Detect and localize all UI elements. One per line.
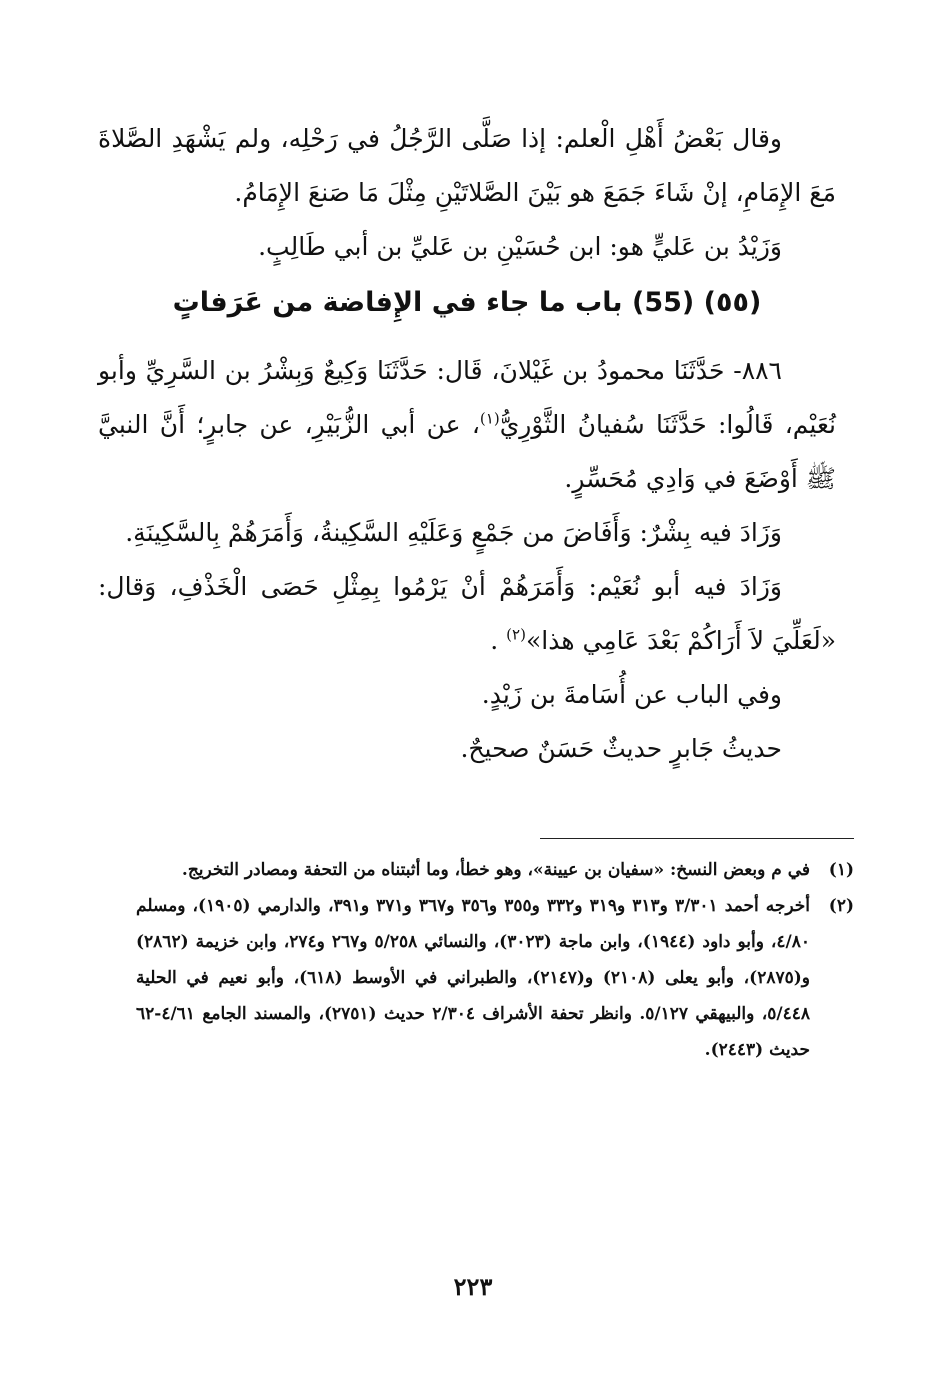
footnote-number: (١) [828,860,854,880]
paragraph-grading: حديثُ جَابرٍ حديثٌ حَسَنٌ صحيحٌ. [460,734,782,763]
paragraph-in-chapter: وفي الباب عن أُسَامةَ بن زَيْدٍ. [481,680,782,709]
paragraph-scholars-opinion: وقال بَعْضُ أَهْلِ الْعلم: إذا صَلَّى الرَّجُلُ في رَحْلِه، ولم يَشْهَدِ الصَّلاةَ مَعَ الإِمَامِ، إنْ شَاءَ جَمَعَ هو بَيْنَ الصَّلاتَيْنِ مِثْلَ مَا صَنعَ الإِمَامُ. [98,124,836,207]
hadith-matn-text: ، عن أبي الزُّبَيْرِ، عن جابرٍ؛ أَنَّ النبيَّ ﷺ أَوْضَعَ في وَادِي مُحَسِّرٍ. [98,410,836,493]
abu-nuaym-text: وَزَادَ فيه أبو نُعَيْم: وَأَمَرَهُمْ أنْ يَرْمُوا بِمِثْلِ حَصَى الْخَذْفِ، وَقال: «لَعَلِّيَ لاَ أَرَاكُمْ بَعْدَ عَامِي هذا» [98,572,836,655]
footnote-number: (٢) [828,896,854,916]
footnote-divider [540,838,854,839]
page-number: ٢٢٣ [453,1272,493,1301]
paragraph-zaid-lineage: وَزَيْدُ بن عَليٍّ هو: ابن حُسَيْنِ بن عَليِّ بن أبي طَالِبٍ. [258,232,782,261]
footnote-text: في م وبعض النسخ: «سفيان بن عيينة»، وهو خطأ، وما أثبتناه من التحفة ومصادر التخريج. [181,860,810,880]
footnote-text: أخرجه أحمد ٣/٣٠١ و٣١٣ و٣١٩ و٣٣٢ و٣٥٥ و٣٥٦ و٣٦٧ و٣٧١ و٣٩١، والدارمي (١٩٠٥)، ومسلم ٤/٨٠، وأبو داود (١٩٤٤)، وابن ماجة (٣٠٢٣)، والنسائي ٥/٢٥٨ و٢٦٧ و٢٧٤، وابن خزيمة (٢٨٦٢) و(٢٨٧٥)، وأبو يعلى (٢١٠٨) و(٢١٤٧)، والطبراني في الأوسط (٦١٨)، وأبو نعيم في الحلية ٥/٤٤٨، والبيهقي ٥/١٢٧. وانظر تحفة الأشراف ٢/٣٠٤ حديث (٢٧٥١)، والمسند الجامع ٤/٦١-٦٢ حديث (٢٤٤٣). [136,896,811,1060]
hadith-number: ٨٨٦- [733,356,782,385]
hadith-paragraph [98,344,836,506]
footnote-ref-1[interactable]: (١) [479,409,500,428]
paragraph-bishr-addition: وَزَادَ فيه بِشْرٌ: وَأَفَاضَ من جَمْعٍ وَعَلَيْهِ السَّكِينةُ، وَأَمَرَهُمْ بِالسَّكِينَةِ. [125,518,782,547]
chapter-heading: (٥٥) (55) باب ما جاء في الإِفاضة من عَرَفاتٍ [172,287,762,318]
footnote-2 [136,888,854,1068]
paragraph-abu-nuaym-addition [98,560,836,668]
footnote-1 [136,852,854,888]
footnote-ref-2[interactable]: (٢) [506,625,526,644]
main-text [98,112,836,776]
abu-nuaym-end: . [490,626,507,655]
hadith-chain-text: حَدَّثَنَا محمودُ بن غَيْلانَ، قَال: حَدَّثَنَا وَكِيعٌ وَبِشْرُ بن السَّرِيِّ وأبو نُعَيْم، قَالُوا: حَدَّثَنَا سُفيانُ الثَّوْرِيُّ [98,356,836,439]
footnotes [136,852,854,1068]
